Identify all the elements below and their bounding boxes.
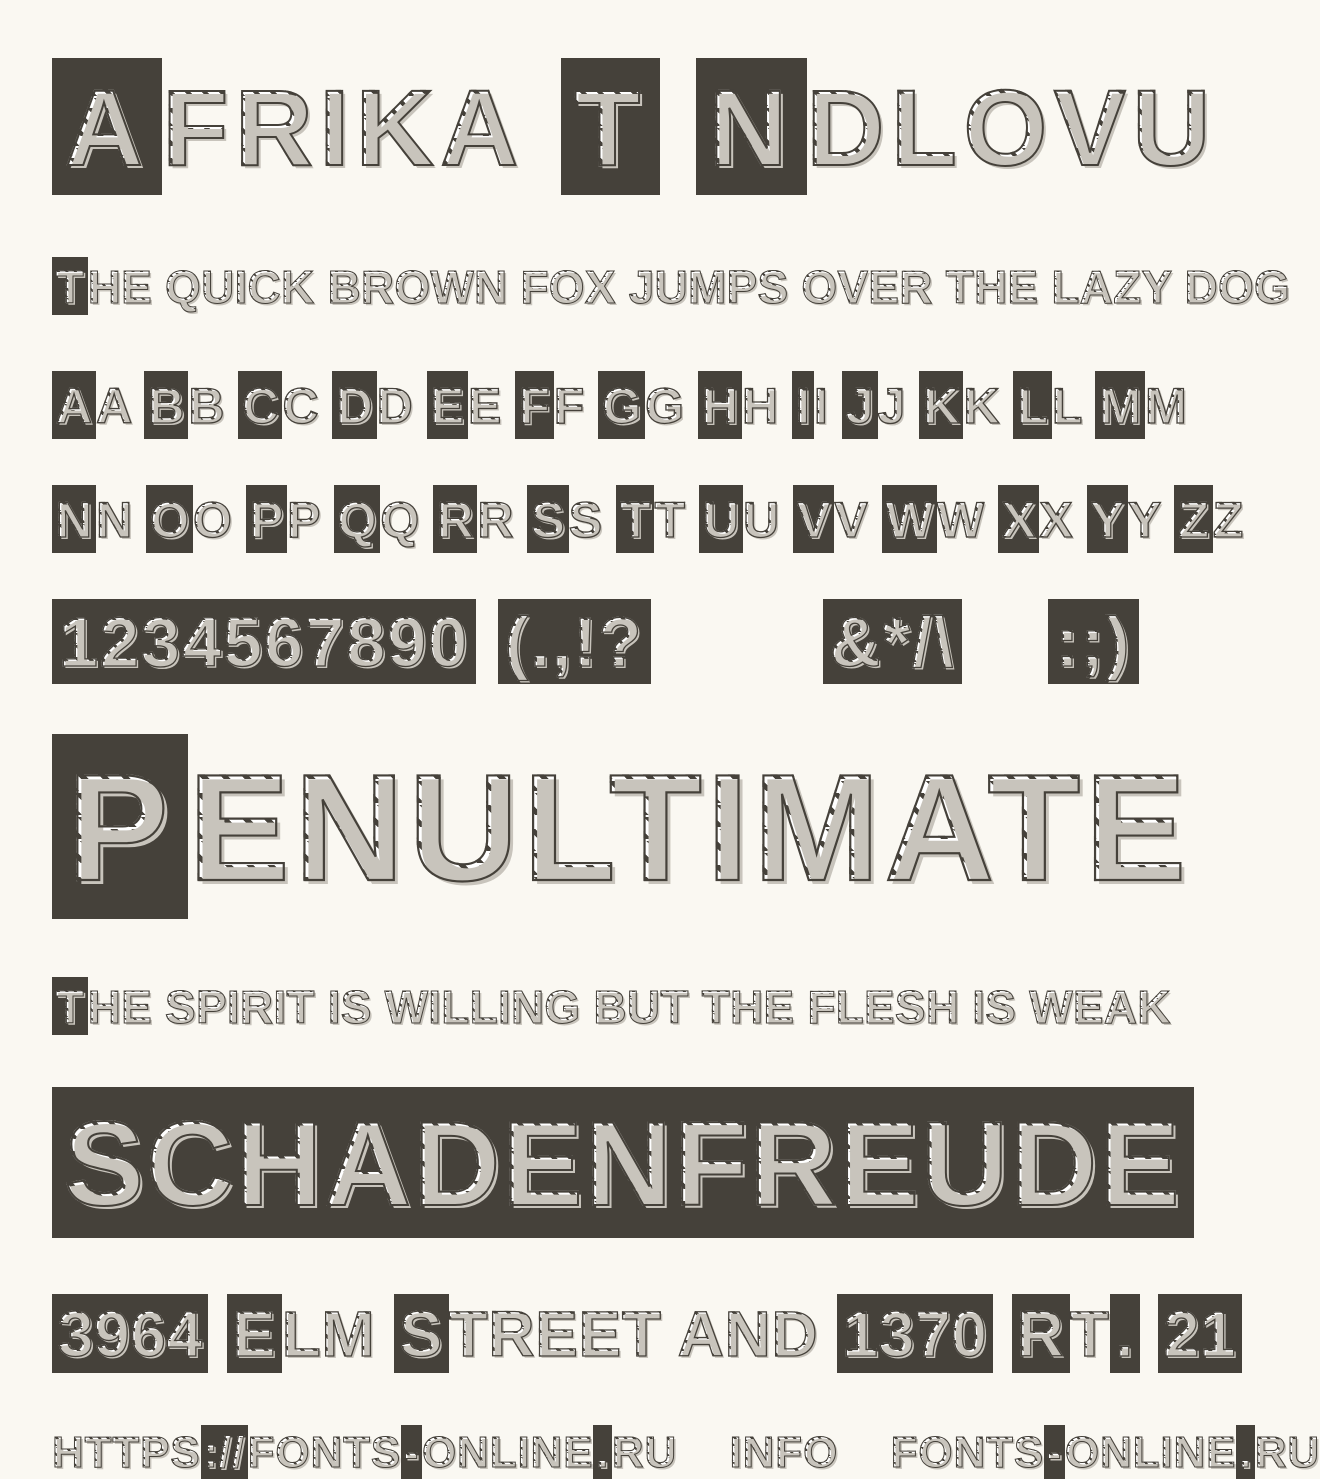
pattern-text: A xyxy=(64,67,150,189)
pattern-text: FONTS xyxy=(890,1427,1045,1477)
glyph-group xyxy=(660,74,697,182)
pattern-text: P xyxy=(287,491,334,548)
boxed-glyph-group xyxy=(598,371,645,439)
glyph-group xyxy=(877,377,920,434)
boxed-glyph-group xyxy=(52,485,96,553)
pattern-text: R xyxy=(1017,1298,1065,1371)
boxed-glyph-group xyxy=(144,371,188,439)
glyph-group xyxy=(611,1427,678,1477)
glyph-group xyxy=(96,377,145,434)
pattern-text xyxy=(208,1298,226,1370)
pattern-text: I xyxy=(796,377,810,434)
boxed-glyph-group xyxy=(823,599,962,684)
boxed-glyph-group xyxy=(201,1425,248,1479)
pattern-text: O xyxy=(150,491,190,548)
glyph-group xyxy=(1140,1302,1158,1366)
boxed-glyph-group xyxy=(1012,1294,1070,1373)
boxed-glyph-group xyxy=(699,485,743,553)
boxed-glyph-group xyxy=(394,1294,449,1373)
glyph-group xyxy=(467,377,516,434)
pattern-text: N xyxy=(96,491,147,548)
glyph-group xyxy=(188,377,239,434)
pattern-text: F xyxy=(553,377,599,434)
pattern-text: D xyxy=(336,377,373,434)
pattern-text: A xyxy=(96,377,145,434)
pattern-text: P xyxy=(249,491,284,548)
pattern-text: LM xyxy=(281,1298,376,1371)
numbers-symbols-row xyxy=(52,599,1280,684)
pattern-text: U xyxy=(702,491,740,548)
pattern-text: X xyxy=(1001,491,1036,548)
sample-word-schadenfreude xyxy=(52,1087,1280,1238)
pattern-text: . xyxy=(596,1427,610,1477)
glyph-group xyxy=(834,491,882,548)
alphabet-row-2 xyxy=(52,485,1280,553)
pattern-text: :;) xyxy=(1055,603,1132,682)
glyph-group xyxy=(742,377,792,434)
pattern-text: C xyxy=(242,377,279,434)
pattern-text: 1234567890 xyxy=(59,603,470,682)
glyph-group xyxy=(380,491,434,548)
sample-word-penultimate xyxy=(52,734,1280,919)
glyph-group xyxy=(375,1302,393,1366)
glyph-group xyxy=(52,1427,201,1477)
boxed-glyph-group xyxy=(527,485,568,553)
pattern-text: R xyxy=(437,491,474,548)
boxed-glyph-group xyxy=(1236,1425,1254,1479)
pattern-text: I xyxy=(813,377,842,434)
pattern-text: H xyxy=(742,377,792,434)
pattern-text xyxy=(375,1298,393,1370)
glyph-group xyxy=(654,491,699,548)
boxed-glyph-group xyxy=(334,485,381,553)
boxed-glyph-group xyxy=(227,1294,282,1373)
boxed-glyph-group xyxy=(998,485,1039,553)
pattern-text: W xyxy=(885,491,933,548)
pattern-text: B xyxy=(148,377,185,434)
pattern-text: N xyxy=(709,67,794,189)
boxed-glyph-group xyxy=(238,371,282,439)
pattern-text: M xyxy=(1099,377,1142,434)
pattern-text: M xyxy=(1145,377,1187,434)
boxed-glyph-group xyxy=(52,734,188,919)
boxed-glyph-group xyxy=(1048,599,1138,684)
pattern-text: W xyxy=(936,491,998,548)
glyph-group xyxy=(247,1427,402,1477)
boxed-glyph-group xyxy=(593,1425,611,1479)
pattern-text: L xyxy=(1051,377,1096,434)
pattern-text: L xyxy=(1017,377,1048,434)
boxed-glyph-group xyxy=(1110,1294,1140,1373)
pattern-text: H xyxy=(701,377,738,434)
pattern-text: RU xyxy=(1254,1427,1320,1477)
pattern-text: E xyxy=(467,377,516,434)
boxed-glyph-group xyxy=(837,1294,993,1373)
pattern-text: - xyxy=(403,1427,420,1477)
pattern-text: T xyxy=(574,67,647,189)
boxed-glyph-group xyxy=(52,599,476,684)
glyph-group xyxy=(962,607,1048,677)
pattern-text: N xyxy=(56,491,93,548)
boxed-glyph-group xyxy=(246,485,287,553)
glyph-group xyxy=(87,980,1171,1033)
pattern-text: INFO xyxy=(729,1427,839,1477)
glyph-group xyxy=(838,1431,890,1475)
pattern-text: TREET xyxy=(448,1298,662,1371)
boxed-glyph-group xyxy=(52,1294,208,1373)
pattern-text: G xyxy=(645,377,698,434)
boxed-glyph-group xyxy=(1044,1425,1065,1479)
glyph-group xyxy=(448,1298,662,1371)
glyph-group xyxy=(1145,377,1187,434)
boxed-glyph-group xyxy=(793,485,834,553)
address-line xyxy=(52,1294,1280,1373)
pattern-text: R xyxy=(477,491,528,548)
boxed-glyph-group xyxy=(52,977,88,1034)
pattern-text xyxy=(962,603,1048,681)
glyph-group xyxy=(162,67,525,189)
glyph-group xyxy=(208,1302,226,1366)
pattern-text: F xyxy=(519,377,550,434)
pattern-text: HE SPIRIT IS WILLING BUT THE FLESH IS WEAK xyxy=(87,980,1171,1033)
glyph-group xyxy=(87,260,1291,313)
glyph-group xyxy=(421,1427,594,1477)
pattern-text: S xyxy=(399,1298,443,1371)
pattern-text: B xyxy=(188,377,239,434)
pattern-text: Z xyxy=(1212,491,1244,548)
pangram-line xyxy=(52,257,1291,314)
glyph-group xyxy=(1064,1427,1237,1477)
pattern-text: 1370 xyxy=(842,1298,988,1371)
glyph-group xyxy=(1127,491,1175,548)
pattern-text: K xyxy=(963,377,1014,434)
boxed-glyph-group xyxy=(1087,485,1128,553)
glyph-group xyxy=(193,491,246,548)
pattern-text: J xyxy=(877,377,920,434)
pattern-text: 21 xyxy=(1163,1298,1237,1371)
boxed-glyph-group xyxy=(1095,371,1145,439)
pattern-text xyxy=(525,67,562,188)
glyph-group xyxy=(677,1431,729,1475)
pattern-text: &*/\ xyxy=(830,603,956,682)
pattern-text: 3964 xyxy=(57,1298,203,1371)
pattern-text xyxy=(1140,1298,1158,1370)
pattern-text: Y xyxy=(1127,491,1175,548)
glyph-group xyxy=(188,743,1191,914)
pattern-text: DLOVU xyxy=(806,67,1217,189)
pattern-text: - xyxy=(1046,1427,1063,1477)
pattern-text: :// xyxy=(203,1427,245,1477)
pattern-text: Q xyxy=(380,491,434,548)
pattern-text: AND xyxy=(661,1298,837,1371)
pattern-text: FONTS xyxy=(247,1427,402,1477)
boxed-glyph-group xyxy=(52,371,96,439)
boxed-glyph-group xyxy=(1158,1294,1242,1373)
pattern-text: FRIKA xyxy=(162,67,525,189)
pattern-text: Y xyxy=(1090,491,1124,548)
pattern-text: V xyxy=(797,491,831,548)
glyph-group xyxy=(287,491,334,548)
glyph-group xyxy=(476,607,498,677)
pattern-text: RU xyxy=(611,1427,678,1477)
boxed-glyph-group xyxy=(616,485,655,553)
pattern-text xyxy=(993,1298,1011,1370)
pattern-text: E xyxy=(430,377,464,434)
boxed-glyph-group xyxy=(433,485,477,553)
boxed-glyph-group xyxy=(52,257,88,314)
pattern-text: C xyxy=(282,377,333,434)
boxed-glyph-group xyxy=(427,371,468,439)
proverb-line xyxy=(52,977,1280,1034)
boxed-glyph-group xyxy=(792,371,814,439)
pattern-text: U xyxy=(743,491,794,548)
glyph-group xyxy=(729,1427,839,1477)
boxed-glyph-group xyxy=(1174,485,1213,553)
pattern-text: Z xyxy=(1178,491,1209,548)
glyph-group xyxy=(568,491,616,548)
glyph-group xyxy=(963,377,1014,434)
pattern-text: SCHADENFREUDE xyxy=(64,1096,1182,1231)
boxed-glyph-group xyxy=(52,1087,1194,1238)
pattern-text: E xyxy=(232,1298,276,1371)
pattern-text: G xyxy=(602,377,642,434)
pattern-text: S xyxy=(531,491,565,548)
boxed-glyph-group xyxy=(515,371,554,439)
pattern-text xyxy=(660,67,697,188)
glyph-group xyxy=(553,377,599,434)
boxed-glyph-group xyxy=(919,371,963,439)
boxed-glyph-group xyxy=(498,599,651,684)
boxed-glyph-group xyxy=(561,58,659,195)
pattern-text: S xyxy=(568,491,616,548)
glyph-group xyxy=(743,491,794,548)
pattern-text: A xyxy=(56,377,93,434)
pattern-text: (.,!? xyxy=(504,603,644,682)
pattern-text xyxy=(838,1428,890,1477)
pattern-text: P xyxy=(67,743,174,914)
glyph-group xyxy=(376,377,427,434)
pattern-text: . xyxy=(1115,1298,1134,1371)
pattern-text xyxy=(476,603,498,681)
glyph-group xyxy=(477,491,528,548)
pattern-text: T xyxy=(1069,1298,1110,1371)
pattern-text: . xyxy=(1239,1427,1253,1477)
boxed-glyph-group xyxy=(842,371,878,439)
pattern-text: K xyxy=(923,377,960,434)
boxed-glyph-group xyxy=(146,485,193,553)
pattern-text xyxy=(677,1428,729,1477)
glyph-group xyxy=(281,1298,376,1371)
glyph-group xyxy=(96,491,147,548)
pattern-text: T xyxy=(654,491,699,548)
glyph-group xyxy=(1051,377,1096,434)
boxed-glyph-group xyxy=(1013,371,1052,439)
pattern-text: J xyxy=(845,377,874,434)
font-name-title xyxy=(52,58,1280,195)
glyph-group xyxy=(1039,491,1087,548)
glyph-group xyxy=(651,607,823,677)
pattern-text: T xyxy=(55,260,85,313)
pattern-text: T xyxy=(619,491,651,548)
glyph-group xyxy=(282,377,333,434)
glyph-group xyxy=(661,1298,837,1371)
pattern-text: Q xyxy=(337,491,377,548)
glyph-group xyxy=(993,1302,1011,1366)
glyph-group xyxy=(1254,1427,1320,1477)
boxed-glyph-group xyxy=(698,371,742,439)
pattern-text: T xyxy=(55,980,85,1033)
glyph-group xyxy=(890,1427,1045,1477)
pattern-text xyxy=(651,603,823,681)
website-footer-line xyxy=(52,1425,1320,1479)
pattern-text: ENULTIMATE xyxy=(188,743,1191,914)
boxed-glyph-group xyxy=(401,1425,422,1479)
pattern-text: HE QUICK BROWN FOX JUMPS OVER THE LAZY DOG xyxy=(87,260,1291,313)
glyph-group xyxy=(806,67,1217,189)
boxed-glyph-group xyxy=(696,58,806,195)
pattern-text: ONLINE xyxy=(1064,1427,1237,1477)
pattern-text: D xyxy=(376,377,427,434)
glyph-group xyxy=(525,74,562,182)
boxed-glyph-group xyxy=(332,371,376,439)
boxed-glyph-group xyxy=(52,58,162,195)
glyph-group xyxy=(813,377,842,434)
glyph-group xyxy=(936,491,998,548)
pattern-text: HTTPS xyxy=(52,1427,201,1477)
glyph-group xyxy=(1069,1298,1110,1371)
pattern-text: O xyxy=(193,491,246,548)
pattern-text: V xyxy=(834,491,882,548)
pattern-text: X xyxy=(1039,491,1087,548)
glyph-group xyxy=(645,377,698,434)
alphabet-row-1 xyxy=(52,371,1280,439)
boxed-glyph-group xyxy=(882,485,937,553)
pattern-text: ONLINE xyxy=(421,1427,594,1477)
glyph-group xyxy=(1212,491,1244,548)
